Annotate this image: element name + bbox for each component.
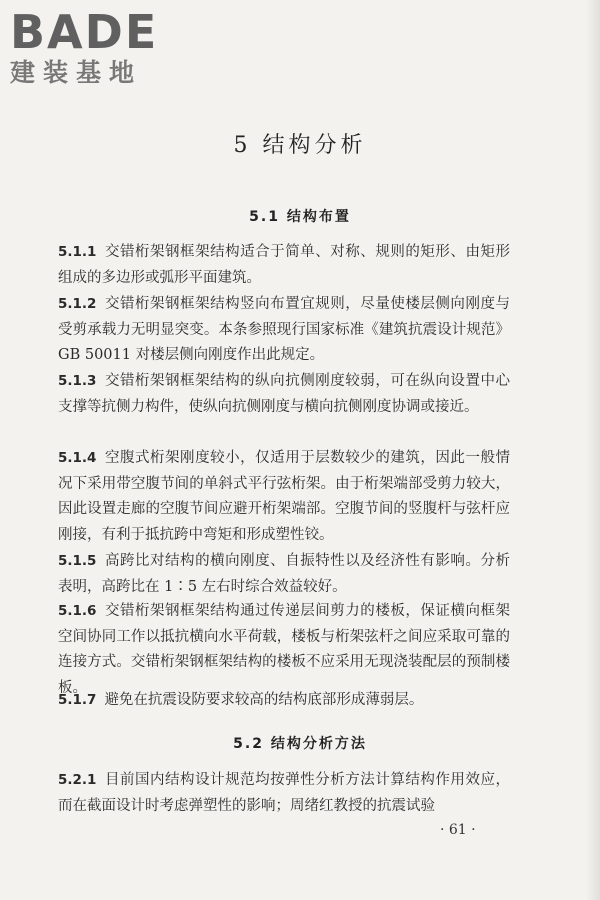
clause-5-1-1 [58, 240, 510, 291]
clause-text: 高跨比对结构的横向刚度、自振特性以及经济性有影响。分析表明，高跨比在 1∶5 左右时综合效益较好。 [58, 553, 510, 595]
clause-text: 交错桁架钢框架结构竖向布置宜规则，尽量使楼层侧向刚度与受剪承载力无明显突变。本条参照现行国家标准《建筑抗震设计规范》GB 50011 对楼层侧向刚度作出此规定。 [58, 296, 510, 363]
clause-5-1-2 [58, 292, 510, 369]
clause-number: 5.1.2 [58, 296, 97, 312]
page-binding-shadow [586, 0, 600, 900]
chapter-title: 5 结构分析 [233, 133, 367, 158]
clause-5-1-7 [58, 688, 510, 714]
clause-text: 空腹式桁架刚度较小，仅适用于层数较少的建筑，因此一般情况下采用带空腹节间的单斜式平行弦桁架。由于桁架端部受剪力较大，因此设置走廊的空腹节间应避开桁架端部。空腹节间的竖腹杆与弦杆应刚接，有利于抵抗跨中弯矩和形成塑性铰。 [58, 450, 510, 543]
bade-logo [10, 5, 180, 88]
clause-number: 5.1.5 [58, 553, 97, 569]
clause-5-2-1 [58, 768, 510, 819]
clause-5-1-3 [58, 369, 510, 420]
clause-text: 交错桁架钢框架结构通过传递层间剪力的楼板，保证横向框架空间协同工作以抵抗横向水平荷载，楼板与桁架弦杆之间应采取可靠的连接方式。交错桁架钢框架结构的楼板不应采用无现浇装配层的预制楼板。 [58, 603, 510, 696]
clause-text: 交错桁架钢框架结构的纵向抗侧刚度较弱，可在纵向设置中心支撑等抗侧力构件，使纵向抗侧刚度与横向抗侧刚度协调或接近。 [58, 373, 510, 415]
clause-number: 5.2.1 [58, 772, 97, 788]
clause-text: 目前国内结构设计规范均按弹性分析方法计算结构作用效应，而在截面设计时考虑弹塑性的影响；周绪红教授的抗震试验 [58, 772, 510, 814]
clause-text: 交错桁架钢框架结构适合于简单、对称、规则的矩形、由矩形组成的多边形或弧形平面建筑。 [58, 244, 510, 286]
section-title-5-2: 5.2 结构分析方法 [233, 736, 367, 752]
clause-number: 5.1.6 [58, 603, 97, 619]
logo-subtitle: 建装基地 [10, 58, 143, 87]
logo-wordmark: BADE [10, 5, 159, 59]
section-title-5-1: 5.1 结构布置 [249, 209, 351, 225]
clause-text: 避免在抗震设防要求较高的结构底部形成薄弱层。 [104, 692, 424, 708]
clause-number: 5.1.1 [58, 244, 97, 260]
clause-5-1-6 [58, 599, 510, 701]
clause-number: 5.1.3 [58, 373, 97, 389]
page-number: · 61 · [440, 822, 476, 838]
clause-number: 5.1.4 [58, 450, 97, 466]
clause-number: 5.1.7 [58, 692, 97, 708]
clause-5-1-5 [58, 549, 510, 600]
clause-5-1-4 [58, 446, 510, 548]
